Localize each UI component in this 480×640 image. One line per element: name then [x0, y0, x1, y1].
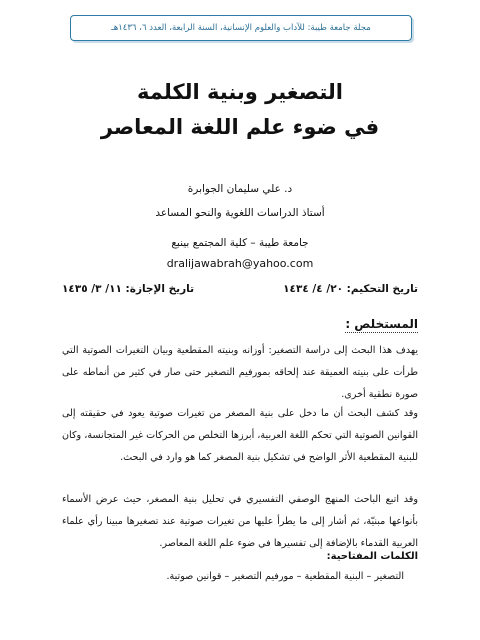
journal-header [70, 15, 412, 41]
author-email: dralijawabrah@yahoo.com [166, 257, 314, 270]
review-date: تاريخ التحكيم: ٢٠/ ٤/ ١٤٣٤ [283, 283, 418, 295]
keywords-heading: الكلمات المفتاحية: [326, 551, 418, 562]
author-position: أستاذ الدراسات اللغوية والنحو المساعد [155, 207, 325, 219]
abstract-paragraph-3: وقد اتبع الباحث المنهج الوصفي التفسيري في تحليل بنية المصغر، حيث عرض الأسماء بأنواعها مبنيّة، ثم أشار إلى ما يطرأ عليها من تغيرات صوتية عند تصغيرها مبينا رأي علماء العربية القدماء بالإضافة إلى تفسيرها في ضوء علم اللغة المعاصر. [62, 494, 418, 549]
keywords-list: التصغير – البنية المقطعية – مورفيم التصغير – قوانين صوتية. [166, 571, 404, 582]
article-title-line-2: في ضوء علم اللغة المعاصر [100, 115, 380, 139]
article-title-line-1: التصغير وبنية الكلمة [137, 80, 343, 104]
abstract-paragraph-2: وقد كشف البحث أن ما دخل على بنية المصغر من تغيرات صوتية يعود في حقيقته إلى القوانين الصوتية التي تحكم اللغة العربية، أبرزها التخلص من الحركات غير المتجانسة، وكان للبنية المقطعية الأثر الواضح في تشكيل بنية المصغر كما هو وارد في البحث. [62, 408, 418, 463]
author-university: جامعة طيبة – كلية المجتمع بينبع [171, 237, 309, 249]
approval-date: تاريخ الإجازة: ١١/ ٣/ ١٤٣٥ [62, 283, 195, 295]
abstract-paragraph-1: يهدف هذا البحث إلى دراسة التصغير: أوزانه وبنيته المقطعية وبيان التغيرات الصوتية التي طرأت على بنيته العميقة عند إلحاقه بمورفيم التصغير حتى صار في كثير من أنماطه على صورة نطقية أخرى. [62, 345, 418, 400]
abstract-heading: المستخلص : [345, 317, 418, 331]
journal-header-text: مجلة جامعة طيبة: للآداب والعلوم الإنسانية، السنة الرابعة، العدد ٦، ١٤٣٦هـ [111, 23, 371, 33]
author-name: د. علي سليمان الجوابرة [187, 183, 293, 195]
